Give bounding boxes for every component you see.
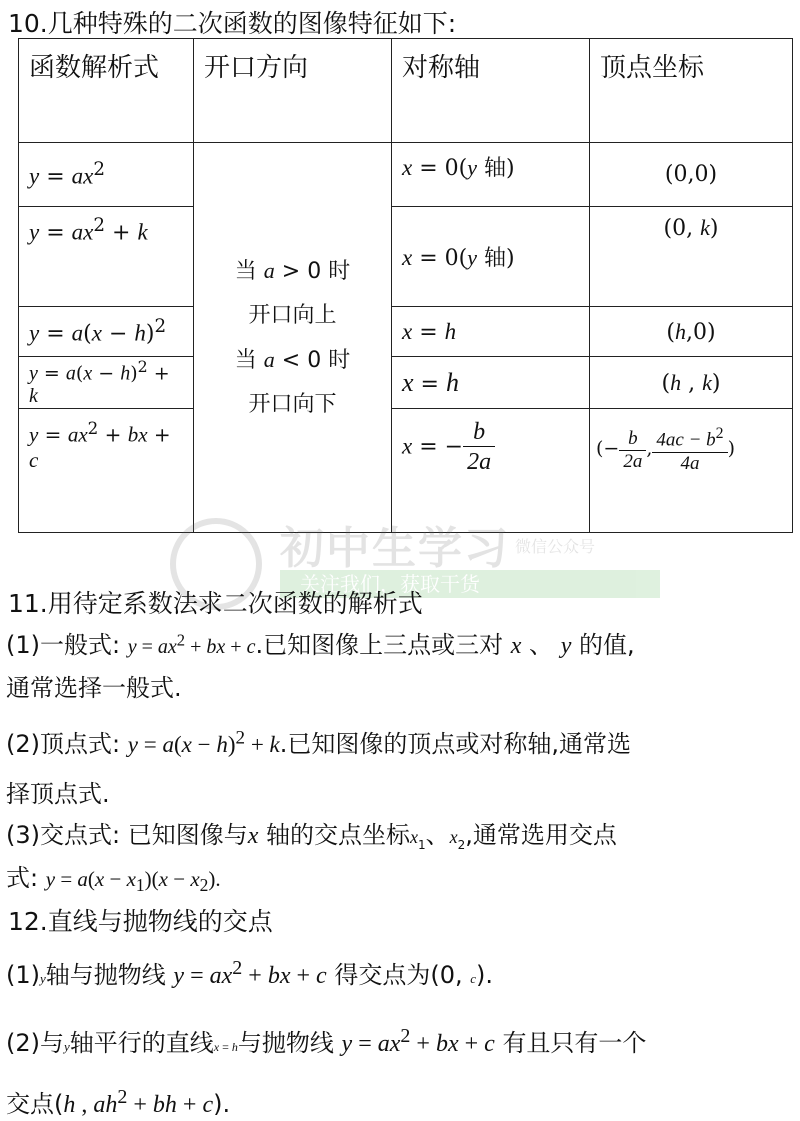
- section-12-heading: 12.直线与抛物线的交点: [8, 907, 273, 936]
- vertex-row-4: (h , k): [590, 357, 793, 409]
- axis-row-5: x = − $\frac{b}{2a}$: [392, 409, 590, 533]
- vertex-row-1: (0,0): [590, 143, 793, 207]
- watermark-title: 初中生学习: [280, 523, 510, 574]
- watermark-suffix: 微信公众号: [515, 537, 596, 556]
- section-10-heading: 10.几种特殊的二次函数的图像特征如下:: [8, 9, 457, 38]
- s11-p3-line2: 式: $y = a(x - x_1)(x - x_2)$.: [6, 864, 221, 896]
- expr-row-3: $y = a(x - h)^2$: [19, 307, 194, 357]
- axis-row-1: x = 0(y 轴): [392, 143, 590, 207]
- s11-p1: (1)一般式: $y = ax^2$ + bx + c.已知图像上三点或三对 x 、 y 的值,: [6, 630, 635, 659]
- s11-p2: (2)顶点式: $y = a(x - h)^2 + k$.已知图像的顶点或对称轴,通常选: [6, 727, 632, 758]
- expr-row-2: $y = ax^2 + k$: [19, 207, 194, 307]
- vertex-row-3: (h,0): [590, 307, 793, 357]
- quadratic-table: [18, 38, 793, 533]
- header-axis: 对称轴: [392, 39, 590, 143]
- expr-row-4: $y = a(x - h)^2 + k$: [19, 357, 194, 409]
- section-11-heading: 11.用待定系数法求二次函数的解析式: [8, 589, 423, 618]
- header-opening: 开口方向: [194, 39, 392, 143]
- s12-p1: (1)y轴与抛物线 $y = ax^2$ + bx + c 得交点为(0, c).: [6, 957, 494, 989]
- vertex-row-2: (0, k): [590, 207, 793, 307]
- watermark-slogan: 关注我们，获取干货: [280, 570, 660, 598]
- axis-row-2: x = 0(y 轴): [392, 207, 590, 307]
- expr-row-1: $y = ax^2$: [19, 143, 194, 207]
- axis-row-4: x = h: [392, 357, 590, 409]
- s11-p2-line2: 择顶点式.: [6, 780, 110, 808]
- axis-row-3: x = h: [392, 307, 590, 357]
- s11-p3: (3)交点式: 已知图像与x 轴的交点坐标$x_1$、$x_2$,通常选用交点: [6, 821, 617, 852]
- s12-p3: 交点(h , $ah^2$ + bh + c).: [6, 1086, 231, 1118]
- expr-row-5: $y = ax^2$ + bx + c: [19, 409, 194, 533]
- s11-p1-line2: 通常选择一般式.: [6, 674, 182, 702]
- opening-cell: 当 a > 0 时 开口向上 当 a < 0 时 开口向下: [194, 143, 392, 533]
- header-vertex: 顶点坐标: [590, 39, 793, 143]
- vertex-row-5: (− $\frac{b}{2a}$ , $\frac{4ac - b^2}{4a}$ ): [590, 409, 793, 533]
- header-expression: 函数解析式: [19, 39, 194, 143]
- s12-p2: (2)与y轴平行的直线x = h与抛物线 $y = ax^2$ + bx + c 有且只有一个: [6, 1025, 647, 1057]
